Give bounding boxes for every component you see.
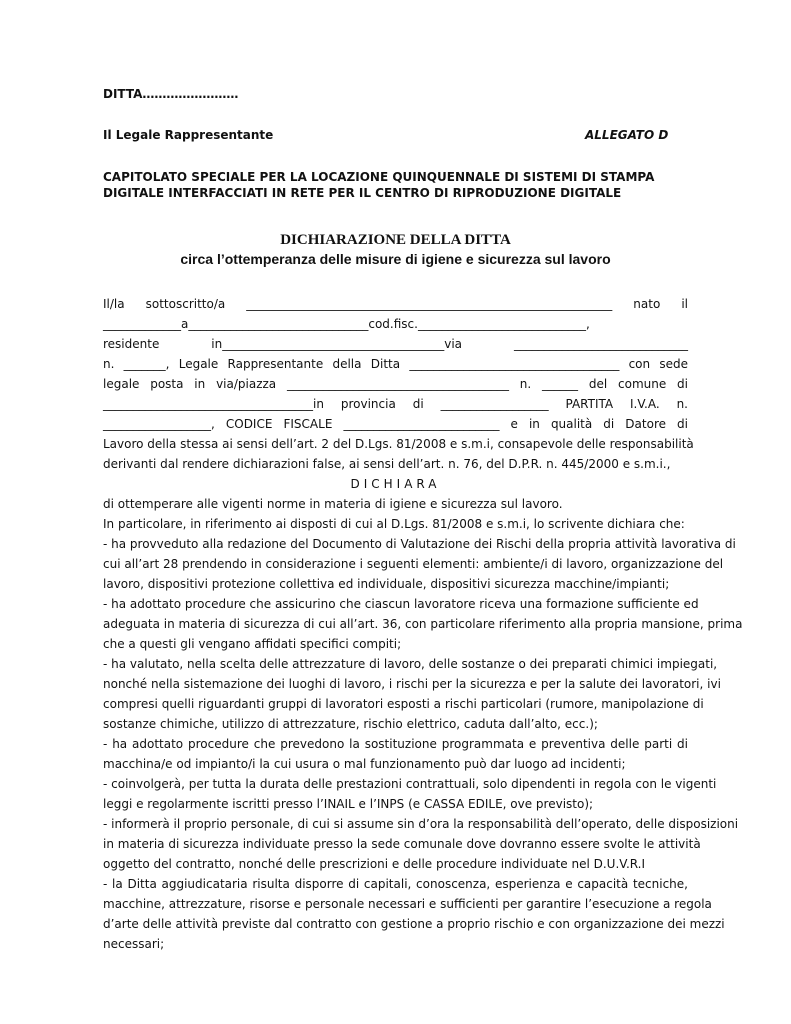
body-line: compresi quelli riguardanti gruppi di lavoratori esposti a rischi particolari (rumore, manipolazione di xyxy=(103,697,704,711)
capitolato-line-2: DIGITALE INTERFACCIATI IN RETE PER IL CENTRO DI RIPRODUZIONE DIGITALE xyxy=(103,186,622,200)
body-line: oggetto del contratto, nonché delle prescrizioni e delle procedure individuate nel D.U.V.R.I xyxy=(103,857,646,871)
form-line: legale posta in via/piazza _____________________________________ n. ______ del comune di xyxy=(103,377,688,391)
capitolato-line-1: CAPITOLATO SPECIALE PER LA LOCAZIONE QUINQUENNALE DI SISTEMI DI STAMPA xyxy=(103,170,655,184)
form-line: Il/la sottoscritto/a _____________________________________________________________ nato il xyxy=(103,297,688,311)
body-line: - informerà il proprio personale, di cui si assume sin d’ora la responsabilità dell’operato, delle disposizioni xyxy=(103,817,739,831)
body-line: - ha provveduto alla redazione del Documento di Valutazione dei Rischi della propria attività lavorativa di xyxy=(103,537,736,551)
form-line: Lavoro della stessa ai sensi dell’art. 2 del D.Lgs. 81/2008 e s.m.i, consapevole delle responsabilità xyxy=(103,437,694,451)
form-line: residente in_____________________________________via _____________________________ xyxy=(103,337,688,351)
body-line: - ha adottato procedure che prevedono la sostituzione programmata e preventiva delle parti di xyxy=(103,737,688,751)
body-line: necessari; xyxy=(103,937,165,951)
body-line: che a questi gli vengano affidati specifici compiti; xyxy=(103,637,402,651)
form-line: n. _______, Legale Rappresentante della Ditta ___________________________________ con sede xyxy=(103,357,688,371)
allegato-label: ALLEGATO D xyxy=(585,128,669,142)
form-line-last: derivanti dal rendere dichiarazioni false, ai sensi dell’art. n. 76, del D.P.R. n. 445/2000 e s.m.i., xyxy=(103,457,671,471)
form-line: _____________a______________________________cod.fisc.____________________________, xyxy=(103,317,590,331)
body-line: adeguata in materia di sicurezza di cui all’art. 36, con particolare riferimento alla propria mansione, prima xyxy=(103,617,743,631)
body-line: - ha valutato, nella scelta delle attrezzature di lavoro, delle sostanze o dei preparati chimici impiegati, xyxy=(103,657,718,671)
body-line: - la Ditta aggiudicataria risulta disporre di capitali, conoscenza, esperienza e capacità tecniche, xyxy=(103,877,688,891)
body-line: di ottemperare alle vigenti norme in materia di igiene e sicurezza sul lavoro. xyxy=(103,497,563,511)
body-line: nonché nella sistemazione dei luoghi di lavoro, i rischi per la sicurezza e per la salute dei lavoratori, ivi xyxy=(103,677,721,691)
body-line: d’arte delle attività previste dal contratto con gestione a proprio rischio e con organizzazione dei mezzi xyxy=(103,917,725,931)
page-subtitle: circa l’ottemperanza delle misure di igiene e sicurezza sul lavoro xyxy=(180,251,611,267)
body-line: macchine, attrezzature, risorse e personale necessari e sufficienti per garantire l’esecuzione a regola xyxy=(103,897,712,911)
body-line: lavoro, dispositivi protezione collettiva ed individuale, dispositivi sicurezza macchine/impianti; xyxy=(103,577,670,591)
form-line: __________________, CODICE FISCALE __________________________ e in qualità di Datore di xyxy=(103,417,688,431)
body-line: In particolare, in riferimento ai disposti di cui al D.Lgs. 81/2008 e s.m.i, lo scrivente dichiara che: xyxy=(103,517,685,531)
ditta-label: DITTA…………………… xyxy=(103,87,239,101)
body-line: - ha adottato procedure che assicurino che ciascun lavoratore riceva una formazione sufficiente ed xyxy=(103,597,699,611)
body-line: macchina/e od impianto/i la cui usura o mal funzionamento può dar luogo ad incidenti; xyxy=(103,757,626,771)
body-line: cui all’art 28 prendendo in considerazione i seguenti elementi: ambiente/i di lavoro, organizzazione del xyxy=(103,557,724,571)
body-line: sostanze chimiche, utilizzo di attrezzature, rischio elettrico, caduta dall’alto, ecc.); xyxy=(103,717,598,731)
page-title: DICHIARAZIONE DELLA DITTA xyxy=(280,232,511,248)
body-line: in materia di sicurezza individuate presso la sede comunale dove dovranno essere svolte le attività xyxy=(103,837,701,851)
body-line: - coinvolgerà, per tutta la durata delle prestazioni contrattuali, solo dipendenti in regola con le vigenti xyxy=(103,777,717,791)
form-line: ___________________________________in provincia di __________________ PARTITA I.V.A. n. xyxy=(103,397,688,411)
legal-representative-label: Il Legale Rappresentante xyxy=(103,128,274,142)
dichiara-heading: DICHIARA xyxy=(350,477,441,491)
body-line: leggi e regolarmente iscritti presso l’INAIL e l’INPS (e CASSA EDILE, ove previsto); xyxy=(103,797,594,811)
